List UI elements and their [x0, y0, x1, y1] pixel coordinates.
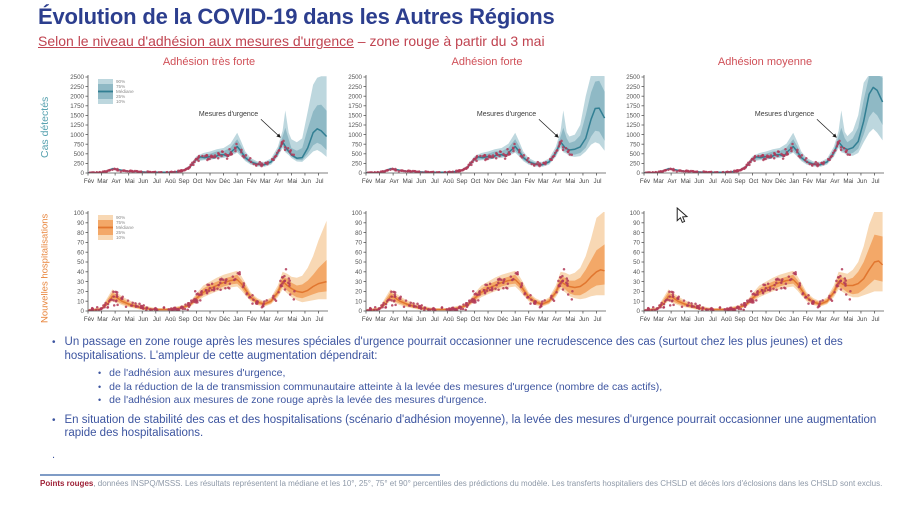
- footnote-lead: Points rouges: [40, 479, 94, 488]
- x-tick-label: Déc: [775, 316, 787, 323]
- x-tick-label: Fév: [524, 178, 535, 185]
- y-tick-label: 70: [633, 239, 640, 247]
- x-tick-label: Jun: [694, 316, 705, 323]
- y-tick-label: 1000: [348, 131, 362, 139]
- x-tick-label: Jun: [578, 316, 589, 323]
- y-tick-label: 30: [355, 278, 362, 286]
- x-tick-label: Fév: [83, 178, 95, 185]
- row-hospitalisations: [34, 198, 890, 338]
- charts-grid: [34, 56, 890, 338]
- y-tick-label: 80: [77, 229, 84, 237]
- x-tick-label: Avr: [274, 316, 284, 323]
- bullet-1: [52, 336, 898, 363]
- x-tick-label: Oct: [748, 316, 759, 323]
- band-90: [366, 211, 605, 311]
- x-tick-label: Mai: [680, 178, 691, 185]
- y-tick-label: 750: [629, 141, 640, 149]
- y-axis-label-cases: Cas détectés: [39, 96, 51, 158]
- y-tick-label: 750: [73, 141, 84, 149]
- x-tick-label: Mai: [124, 178, 135, 185]
- y-tick-label: 30: [77, 278, 84, 286]
- x-tick-label: Mai: [402, 178, 413, 185]
- x-tick-label: Mar: [815, 178, 827, 185]
- y-tick-label: 20: [355, 288, 362, 296]
- x-tick-label: Sep: [456, 178, 468, 185]
- x-tick-label: Oct: [470, 178, 481, 185]
- header: [38, 4, 914, 49]
- x-tick-label: Mai: [124, 316, 135, 323]
- x-tick-label: Jun: [856, 178, 867, 185]
- band-75: [644, 235, 883, 311]
- x-tick-label: Jun: [856, 316, 867, 323]
- x-tick-label: Avr: [667, 178, 677, 185]
- fan-chart: [612, 71, 890, 193]
- x-tick-label: Jun: [138, 178, 149, 185]
- x-tick-label: Jan: [511, 178, 522, 185]
- bullet-marker: •: [52, 337, 56, 348]
- y-tick-label: 250: [73, 160, 84, 168]
- y-tick-label: 10: [633, 298, 640, 306]
- x-tick-label: Mai: [843, 178, 854, 185]
- x-tick-label: Déc: [497, 316, 509, 323]
- y-tick-label: 2500: [348, 74, 362, 82]
- y-tick-label: 1000: [70, 131, 84, 139]
- y-tick-label: 1000: [626, 131, 640, 139]
- x-tick-label: Mai: [680, 316, 691, 323]
- x-tick-label: Mar: [815, 316, 827, 323]
- x-tick-label: Mar: [259, 178, 271, 185]
- x-tick-label: Jun: [416, 178, 427, 185]
- legend: [98, 79, 134, 104]
- scatter-points: [89, 140, 295, 175]
- x-tick-label: Mai: [565, 178, 576, 185]
- x-tick-label: Sep: [178, 178, 190, 185]
- x-tick-label: Mai: [843, 316, 854, 323]
- legend-label: 90%: [116, 215, 126, 221]
- subtitle-underlined: Selon le niveau d'adhésion aux mesures d'urgence: [38, 33, 354, 49]
- x-tick-label: Aoû: [164, 316, 176, 323]
- y-tick-label: 100: [73, 210, 84, 218]
- x-tick-label: Avr: [389, 178, 399, 185]
- y-tick-label: 500: [351, 151, 362, 158]
- y-axis-label-hospitalisations: Nouvelles hospitalisations: [39, 213, 51, 323]
- x-tick-label: Avr: [111, 178, 121, 185]
- x-tick-label: Jan: [511, 316, 522, 323]
- y-tick-label: 100: [629, 210, 640, 218]
- y-tick-label: 2250: [70, 83, 84, 91]
- legend: [98, 215, 134, 240]
- x-tick-label: Avr: [667, 316, 677, 323]
- x-tick-label: Jun: [300, 178, 311, 185]
- x-tick-label: Déc: [497, 178, 509, 185]
- y-tick-label: 60: [355, 249, 362, 257]
- x-tick-label: Jun: [694, 178, 705, 185]
- stray-period: .: [52, 448, 56, 461]
- x-tick-label: Jun: [416, 316, 427, 323]
- y-tick-label: 50: [77, 259, 84, 267]
- bullet-1-text: Un passage en zone rouge après les mesures spéciales d'urgence pourrait occasionner une recrudescence des cas (surtout chez les plus jeunes) et des hospitalisations. L'ampleur de cette augmentation dépendrait:: [64, 336, 843, 362]
- x-tick-label: Jul: [315, 316, 324, 323]
- x-tick-label: Sep: [456, 316, 468, 323]
- x-tick-label: Oct: [192, 178, 203, 185]
- plot-area: [366, 211, 605, 312]
- legend-label: Médiane: [116, 225, 134, 231]
- x-tick-label: Oct: [470, 316, 481, 323]
- x-tick-label: Jul: [708, 178, 717, 185]
- x-tick-label: Aoû: [442, 178, 454, 185]
- y-tick-label: 10: [355, 298, 362, 306]
- x-tick-label: Fév: [246, 316, 257, 323]
- x-tick-label: Mar: [97, 316, 108, 323]
- y-tick-label: 0: [80, 170, 84, 178]
- x-tick-label: Jul: [708, 316, 717, 323]
- y-tick-label: 2000: [70, 93, 84, 101]
- y-tick-label: 40: [77, 269, 84, 276]
- x-tick-label: Aoû: [720, 316, 732, 323]
- x-tick-label: Mai: [287, 316, 298, 323]
- x-tick-label: Déc: [219, 316, 231, 323]
- fan-chart: [612, 203, 890, 333]
- x-tick-label: Jul: [430, 316, 439, 323]
- x-tick-label: Aoû: [164, 178, 176, 185]
- x-tick-label: Fév: [361, 316, 373, 323]
- y-tick-label: 30: [633, 278, 640, 286]
- y-tick-label: 10: [77, 298, 84, 306]
- page-title: Évolution de la COVID-19 dans les Autres Régions: [38, 4, 555, 29]
- y-tick-label: 70: [77, 239, 84, 247]
- x-tick-label: Avr: [389, 316, 399, 323]
- x-tick-label: Mar: [375, 178, 386, 185]
- annotation-arrow: [261, 119, 280, 137]
- x-tick-label: Avr: [830, 316, 840, 323]
- chart-title: Adhésion très forte: [162, 56, 256, 68]
- x-tick-label: Mar: [97, 178, 108, 185]
- footnote-text: , données INSPQ/MSSS. Les résultats représentent la médiane et les 10°, 25°, 75° et 90° percentiles des prédictions du modèle. Les transferts hospitaliers des CHSLD et décès lors d'éclosions dans les CHSLD sont exclus.: [93, 479, 883, 488]
- y-tick-label: 2250: [348, 83, 362, 91]
- x-tick-label: Fév: [246, 178, 257, 185]
- y-tick-label: 1500: [70, 112, 84, 120]
- x-tick-label: Mar: [375, 316, 386, 323]
- x-tick-label: Aoû: [442, 316, 454, 323]
- y-tick-label: 90: [633, 220, 640, 227]
- y-tick-label: 1500: [348, 112, 362, 120]
- y-tick-label: 1250: [70, 122, 84, 130]
- chart-hosp-adhesion-tres-forte: [56, 198, 334, 338]
- annotation-label: Mesures d'urgence: [198, 111, 259, 119]
- mouse-cursor-icon: [676, 207, 689, 230]
- x-tick-label: Nov: [205, 316, 217, 323]
- x-tick-label: Jan: [233, 178, 244, 185]
- page-subtitle: [38, 33, 914, 49]
- legend-label: 25%: [116, 230, 126, 236]
- bullet-marker: •: [98, 381, 102, 392]
- x-tick-label: Fév: [802, 316, 813, 323]
- x-tick-label: Fév: [639, 178, 651, 185]
- sub-bullet: [98, 381, 898, 395]
- sub-bullet: [98, 394, 898, 408]
- y-tick-label: 1250: [348, 122, 362, 130]
- bullet-marker: •: [98, 395, 102, 405]
- legend-label: 75%: [116, 220, 126, 226]
- annotation-arrow: [539, 119, 558, 137]
- y-tick-label: 90: [355, 220, 362, 227]
- y-tick-label: 2500: [70, 74, 84, 82]
- legend-label: 25%: [116, 94, 126, 100]
- sub-bullet-text: de l'adhésion aux mesures d'urgence,: [109, 367, 286, 379]
- x-tick-label: Sep: [178, 316, 190, 323]
- x-tick-label: Jan: [233, 316, 244, 323]
- x-tick-label: Jan: [789, 316, 800, 323]
- legend-label: Médiane: [116, 89, 134, 95]
- x-tick-label: Avr: [552, 316, 562, 323]
- footer: [40, 474, 920, 490]
- plot-area: [644, 75, 883, 174]
- annotation-label: Mesures d'urgence: [476, 111, 537, 119]
- x-tick-label: Jul: [871, 316, 880, 323]
- y-tick-label: 1750: [626, 103, 640, 110]
- x-tick-label: Jul: [593, 178, 602, 185]
- legend-label: 75%: [116, 84, 126, 90]
- x-tick-label: Avr: [830, 178, 840, 185]
- scatter-points: [367, 140, 573, 175]
- subtitle-rest: – zone rouge à partir du 3 mai: [353, 33, 545, 49]
- annotation-label: Mesures d'urgence: [754, 111, 815, 119]
- x-tick-label: Jan: [789, 178, 800, 185]
- scatter-points: [645, 140, 851, 175]
- x-tick-label: Oct: [192, 316, 203, 323]
- bullet-list: [52, 336, 898, 461]
- x-tick-label: Aoû: [720, 178, 732, 185]
- x-tick-label: Mar: [537, 178, 549, 185]
- y-tick-label: 50: [355, 259, 362, 267]
- x-tick-label: Mar: [259, 316, 271, 323]
- x-tick-label: Mar: [537, 316, 549, 323]
- bullet-1-sublist: [98, 367, 898, 408]
- legend-label: 10%: [116, 235, 126, 241]
- x-tick-label: Mai: [402, 316, 413, 323]
- y-tick-label: 500: [73, 151, 84, 158]
- chart-cases-adhesion-tres-forte: [56, 56, 334, 198]
- y-tick-label: 1750: [348, 103, 362, 110]
- x-tick-label: Sep: [734, 178, 746, 185]
- x-tick-label: Avr: [111, 316, 121, 323]
- fan-chart: [334, 203, 612, 333]
- y-tick-label: 70: [355, 239, 362, 247]
- x-tick-label: Fév: [524, 316, 535, 323]
- y-tick-label: 1500: [626, 112, 640, 120]
- chart-hosp-adhesion-forte: [334, 198, 612, 338]
- x-tick-label: Nov: [761, 316, 773, 323]
- footer-divider: [40, 474, 440, 476]
- y-tick-label: 20: [633, 288, 640, 296]
- y-tick-label: 2000: [626, 93, 640, 101]
- x-tick-label: Mai: [287, 178, 298, 185]
- bullet-marker: •: [52, 414, 56, 426]
- y-tick-label: 500: [629, 151, 640, 158]
- y-tick-label: 2000: [348, 93, 362, 101]
- y-tick-label: 0: [80, 308, 84, 316]
- y-tick-label: 750: [351, 141, 362, 149]
- x-tick-label: Avr: [274, 178, 284, 185]
- y-tick-label: 80: [355, 229, 362, 237]
- x-tick-label: Nov: [761, 178, 773, 185]
- x-tick-label: Avr: [552, 178, 562, 185]
- y-tick-label: 60: [77, 249, 84, 257]
- y-tick-label: 2250: [626, 83, 640, 91]
- x-tick-label: Jul: [152, 316, 161, 323]
- x-tick-label: Mai: [565, 316, 576, 323]
- chart-cases-adhesion-moyenne: [612, 56, 890, 198]
- y-tick-label: 2500: [626, 74, 640, 82]
- fan-chart: [56, 71, 334, 193]
- legend-label: 90%: [116, 79, 126, 85]
- footnote: [40, 479, 920, 490]
- x-tick-label: Déc: [219, 178, 231, 185]
- x-tick-label: Fév: [802, 178, 813, 185]
- sub-bullet: [98, 367, 898, 381]
- fan-chart: [56, 203, 334, 333]
- row-cases: [34, 56, 890, 198]
- x-tick-label: Fév: [639, 316, 651, 323]
- y-tick-label: 0: [358, 170, 362, 178]
- x-tick-label: Fév: [83, 316, 95, 323]
- x-tick-label: Oct: [748, 178, 759, 185]
- y-tick-label: 50: [633, 259, 640, 267]
- x-tick-label: Jul: [152, 178, 161, 185]
- x-tick-label: Jul: [315, 178, 324, 185]
- x-tick-label: Nov: [483, 178, 495, 185]
- x-tick-label: Déc: [775, 178, 787, 185]
- legend-label: 10%: [116, 99, 126, 105]
- x-tick-label: Nov: [483, 316, 495, 323]
- y-tick-label: 0: [636, 170, 640, 178]
- bullet-2-text: En situation de stabilité des cas et des hospitalisations (scénario d'adhésion moyenne), la levée des mesures d'urgence pourrait occasionner une augmentation rapide des hospitalisations.: [64, 413, 877, 439]
- bullet-2: [52, 414, 898, 441]
- fan-chart: [334, 71, 612, 193]
- sub-bullet-text: de la réduction de la de transmission communautaire atteinte à la levée des mesures d'urgence (nombre de cas actifs),: [109, 380, 663, 393]
- x-tick-label: Mar: [653, 178, 664, 185]
- sub-bullet-text: de l'adhésion aux mesures de zone rouge après la levée des mesures d'urgence.: [109, 394, 487, 406]
- plot-area: [366, 75, 605, 174]
- y-tick-label: 40: [355, 269, 362, 276]
- annotation-arrow: [817, 119, 836, 137]
- chart-cases-adhesion-forte: [334, 56, 612, 198]
- y-tick-label: 1250: [626, 122, 640, 130]
- x-tick-label: Jun: [300, 316, 311, 323]
- y-tick-label: 20: [77, 288, 84, 296]
- y-tick-label: 1750: [70, 103, 84, 110]
- x-tick-label: Jun: [578, 178, 589, 185]
- y-tick-label: 90: [77, 220, 84, 227]
- x-tick-label: Mar: [653, 316, 664, 323]
- chart-title: Adhésion moyenne: [717, 56, 813, 68]
- y-tick-label: 60: [633, 249, 640, 257]
- x-tick-label: Jul: [593, 316, 602, 323]
- x-tick-label: Fév: [361, 178, 373, 185]
- x-tick-label: Jul: [871, 178, 880, 185]
- y-tick-label: 250: [351, 160, 362, 168]
- chart-hosp-adhesion-moyenne: [612, 198, 890, 338]
- y-tick-label: 250: [629, 160, 640, 168]
- x-tick-label: Jul: [430, 178, 439, 185]
- y-tick-label: 0: [636, 308, 640, 316]
- y-tick-label: 0: [358, 308, 362, 316]
- x-tick-label: Jun: [138, 316, 149, 323]
- y-tick-label: 80: [633, 229, 640, 237]
- bullet-marker: •: [98, 368, 102, 378]
- y-tick-label: 100: [351, 210, 362, 218]
- x-tick-label: Sep: [734, 316, 746, 323]
- chart-title: Adhésion forte: [451, 56, 523, 68]
- y-tick-label: 40: [633, 269, 640, 276]
- x-tick-label: Nov: [205, 178, 217, 185]
